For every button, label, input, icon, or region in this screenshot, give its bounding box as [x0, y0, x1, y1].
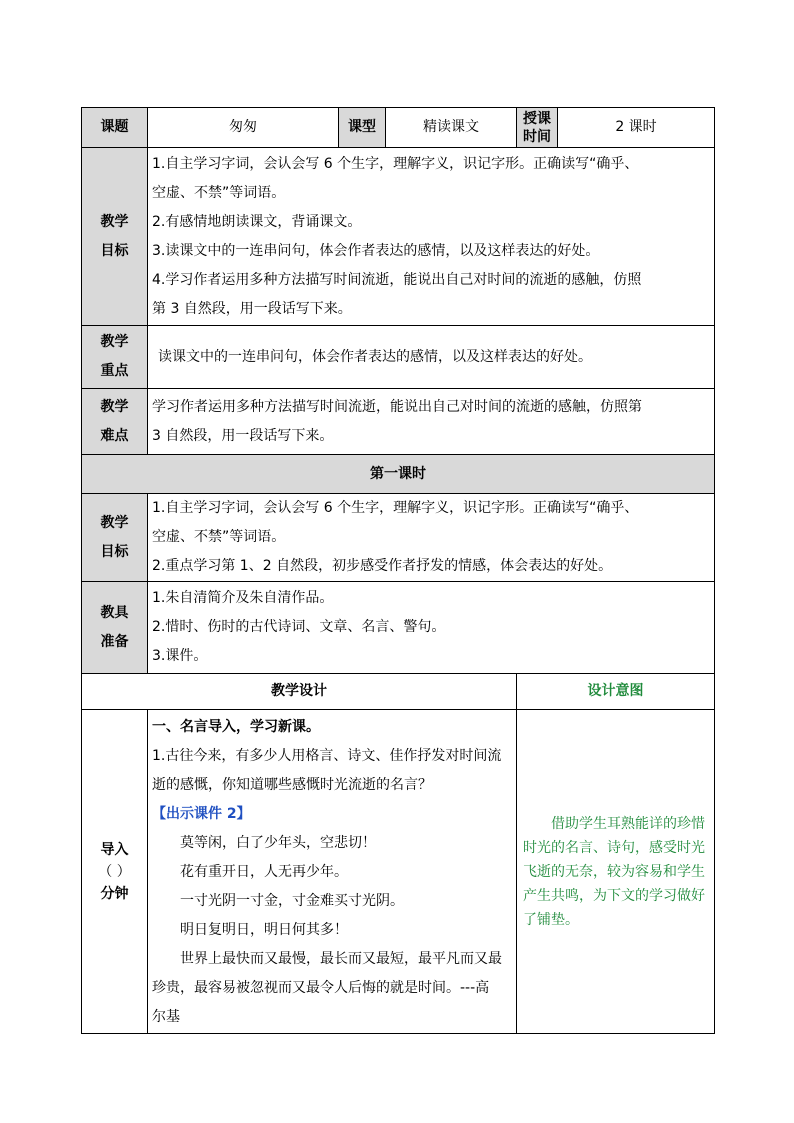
quote-line: 一寸光阴一寸金，寸金难买寸光阴。	[180, 893, 404, 909]
time-label: 授课 时间	[517, 108, 558, 148]
lesson1-title: 第一课时	[82, 455, 715, 494]
lesson1-prep-row	[82, 582, 715, 674]
goal-line: 空虚、不禁”等词语。	[152, 184, 286, 201]
goal-line: 1.自主学习字词，会认会写 6 个生字，理解字义，识记字形。正确读写“确乎、	[152, 155, 639, 172]
lesson-plan-table	[81, 107, 715, 1034]
topic-label: 课题	[82, 108, 148, 148]
goal-line: 2.有感情地朗读课文，背诵课文。	[152, 213, 362, 230]
goals-label: 教学 目标	[82, 148, 148, 326]
keypoints-content: 读课文中的一连串问句，体会作者表达的感情，以及这样表达的好处。	[148, 326, 715, 389]
header-row	[82, 108, 715, 148]
intro-row	[82, 710, 715, 1034]
goals-content	[148, 148, 715, 326]
keypoints-label: 教学 重点	[82, 326, 148, 389]
lesson1-goals-label: 教学 目标	[82, 494, 148, 582]
design-header: 教学设计	[82, 674, 517, 710]
difficulties-content: 学习作者运用多种方法描写时间流逝，能说出自己对时间的流逝的感触，仿照第 3 自然段，用一段话写下来。	[148, 389, 715, 455]
intent-content: 借助学生耳熟能详的珍惜时光的名言、诗句，感受时光飞逝的无奈，较为容易和学生产生共鸣，为下文的学习做好了铺垫。	[517, 710, 715, 1034]
lesson1-goals-content: 1.自主学习字词，会认会写 6 个生字，理解字义，识记字形。正确读写“确乎、 空虚、不禁”等词语。 2.重点学习第 1、2 自然段，初步感受作者抒发的情感，体会表达的好处。	[148, 494, 715, 582]
lesson1-band	[82, 455, 715, 494]
difficulties-row	[82, 389, 715, 455]
courseware-tag: 【出示课件 2】	[152, 806, 251, 822]
type-label: 课型	[339, 108, 386, 148]
keypoints-row	[82, 326, 715, 389]
lesson1-prep-content: 1.朱自清简介及朱自清作品。 2.惜时、伤时的古代诗词、文章、名言、警句。 3.课件。	[148, 582, 715, 674]
lesson1-goals-row	[82, 494, 715, 582]
section-title: 一、名言导入，学习新课。	[152, 719, 320, 735]
quote-line: 花有重开日，人无再少年。	[180, 864, 348, 880]
intro-label: 导入 （ ） 分钟	[82, 710, 148, 1034]
intro-content: 一、名言导入，学习新课。 1.古往今来，有多少人用格言、诗文、佳作抒发对时间流 逝的感慨，你知道哪些感慨时光流逝的名言？ 【出示课件 2】 莫等闲，白了少年头，空悲切！ 花有重开日，人无再少年。 一寸光阴一寸金，寸金难买寸光阴。 明日复明日，明日何其多！ 世界上最快而又最慢，最长而又最短，最平凡而又最 珍贵，最容易被忽视而又最令人后悔的就是时间。---高 尔基	[148, 710, 517, 1034]
lesson1-prep-label: 教具 准备	[82, 582, 148, 674]
difficulties-label: 教学 难点	[82, 389, 148, 455]
intent-header: 设计意图	[517, 674, 715, 710]
goals-row	[82, 148, 715, 326]
topic-value: 匆匆	[148, 108, 339, 148]
goal-line: 4.学习作者运用多种方法描写时间流逝，能说出自己对时间的流逝的感触，仿照	[152, 271, 642, 288]
time-value: 2 课时	[558, 108, 715, 148]
quote-line: 莫等闲，白了少年头，空悲切！	[180, 835, 376, 851]
design-header-row	[82, 674, 715, 710]
quote-line: 明日复明日，明日何其多！	[180, 922, 348, 938]
type-value: 精读课文	[386, 108, 517, 148]
goal-line: 第 3 自然段，用一段话写下来。	[152, 300, 352, 317]
goal-line: 3.读课文中的一连串问句，体会作者表达的感情，以及这样表达的好处。	[152, 242, 600, 259]
